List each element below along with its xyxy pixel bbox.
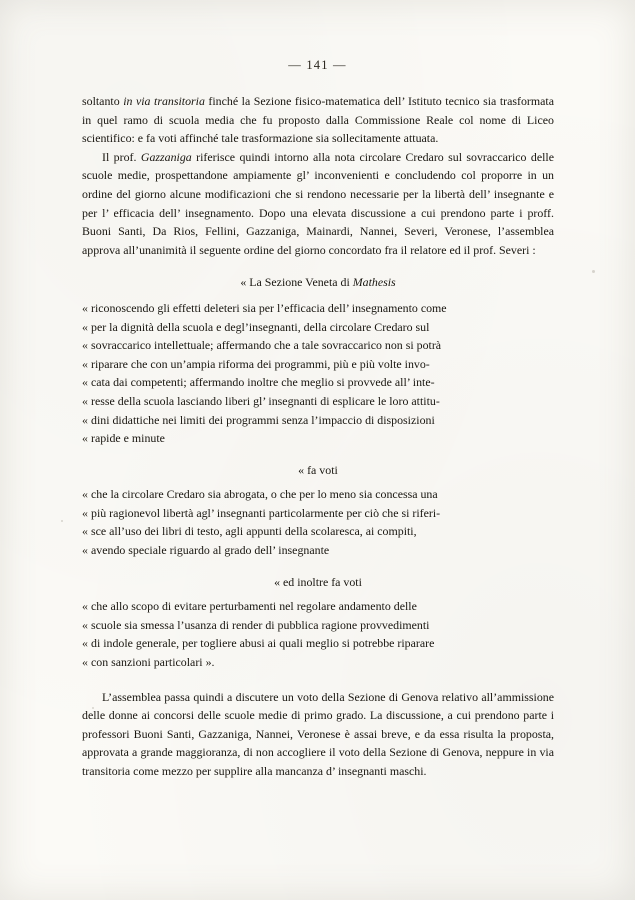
quote1-text-6: dini didattiche nei limiti dei programmi senza l’impaccio di disposizioni (91, 412, 435, 427)
quote-mark: « (82, 431, 88, 446)
quote2-line-0 (82, 485, 554, 504)
quote-mark: « (82, 319, 88, 334)
quote3-line-3 (82, 653, 554, 672)
para1-run-1-italic: in via transitoria (123, 94, 205, 108)
quote-mark: « (82, 338, 88, 353)
quote3-line-2 (82, 634, 554, 653)
quote2-text-0: che la circolare Credaro sia abrogata, o che per lo meno sia concessa una (91, 487, 438, 502)
quote1-text-1: per la dignità della scuola e degl’insegnanti, della circolare Credaro sul (91, 319, 430, 334)
quote-mark: « (82, 300, 88, 315)
para1-run-0: soltanto (82, 94, 124, 108)
quote3-text-2: di indole generale, per togliere abusi ai quali meglio si potrebbe riparare (91, 636, 435, 651)
quote-mark: « (82, 505, 88, 520)
quote2-line-3 (82, 541, 554, 560)
quote-mark: « (82, 356, 88, 371)
quote2-line-2 (82, 522, 554, 541)
page-number: — 141 — (288, 58, 347, 72)
scan-speck (592, 270, 595, 273)
quote2-text-2: sce all’uso dei libri di testo, agli appunti della scolaresca, ai compiti, (91, 524, 417, 539)
quote1-text-2: sovraccarico intellettuale; affermando che a tale sovraccarico non si potrà (91, 338, 442, 353)
quote1-line-7 (82, 429, 554, 448)
quote1-text-3: riparare che con un’ampia riforma dei programmi, più e più volte invo- (91, 356, 430, 371)
block-spacer (82, 672, 554, 688)
quote-mark: « (82, 524, 88, 539)
heading1-run-1-italic: Mathesis (352, 275, 396, 290)
quote1-line-5 (82, 392, 554, 411)
quote-mark: « (82, 412, 88, 427)
paragraph-2 (82, 148, 554, 260)
quote1-line-4 (82, 373, 554, 392)
quote-mark: « (82, 655, 88, 670)
heading-sezione-veneta (82, 273, 554, 292)
para2-run-0: Il prof. (102, 149, 141, 164)
quote3-line-1 (82, 616, 554, 635)
heading-ed-inoltre-fa-voti: « ed inoltre fa voti (274, 574, 362, 589)
quote2-text-3: avendo speciale riguardo al grado dell’ insegnante (91, 543, 330, 558)
quote-mark: « (82, 636, 88, 651)
quote1-line-1 (82, 318, 554, 337)
quote-mark: « (82, 543, 88, 558)
page-textblock (82, 92, 554, 781)
quote1-text-7: rapide e minute (91, 431, 165, 446)
para3-run-0: L’assemblea passa quindi a discutere un voto della Sezione di Genova relativo all’ammissione delle donne ai concorsi delle scuole medie di primo grado. La discussione, a cui prendono parte i professori Buoni Santi, Gazzaniga, Nannei, Veronese è assai breve, e da essa risulta la proposta, approvata a grande maggioranza, di non accogliere il voto della Sezione di Genova, neppure in via transitoria come mezzo per supplire alla mancanza d’ insegnanti maschi. (82, 689, 554, 778)
quote-mark: « (82, 375, 88, 390)
heading1-quote-mark: « (240, 275, 247, 290)
paragraph-1 (82, 92, 554, 148)
heading-fa-voti: « fa voti (298, 462, 338, 477)
quote1-line-6 (82, 411, 554, 430)
quote1-line-2 (82, 336, 554, 355)
quote3-text-0: che allo scopo di evitare perturbamenti nel regolare andamento delle (91, 599, 417, 614)
heading1-run-0: La Sezione Veneta di (249, 275, 353, 290)
paragraph-3 (82, 688, 554, 781)
quote-mark: « (82, 599, 88, 614)
quote-mark: « (82, 487, 88, 502)
para2-run-2: riferisce quindi intorno alla nota circolare Credaro sul sovraccarico delle scuole medie, prospettandone ampiamente gl’ inconvenienti e concludendo col proporre in un ordine del giorno alcune modificazioni che si rendono necessarie per la libertà dell’ insegnante e per l’ efficacia dell’ insegnamento. Dopo una elevata discussione a cui prendono parte i proff. Buoni Santi, Da Rios, Fellini, Gazzaniga, Mainardi, Nannei, Severi, Veronese, l’assemblea approva all’unanimità il seguente ordine del giorno concordato fra il relatore ed il prof. Severi : (82, 149, 554, 257)
quote1-line-3 (82, 355, 554, 374)
quote2-text-1: più ragionevol libertà agl’ insegnanti particolarmente per ciò che si riferi- (91, 505, 441, 520)
quote3-text-1: scuole sia smessa l’usanza di render di pubblica ragione provvedimenti (91, 617, 430, 632)
para1-run-2: finché la Sezione fisico-matematica dell’ Istituto tecnico sia trasformata in quel ramo di scuola media che fu proposto dalla Commissione Reale col nome di Liceo scientifico: e fa voti affinché tale trasformazione sia sollecitamente attuata. (82, 94, 554, 146)
quote-block-3 (82, 597, 554, 671)
quote2-line-1 (82, 504, 554, 523)
quote1-line-0 (82, 299, 554, 318)
quote1-text-5: resse della scuola lasciando liberi gl’ insegnanti di esplicare le loro attitu- (91, 393, 440, 408)
scan-speck (61, 520, 63, 522)
quote-block-1 (82, 299, 554, 448)
quote3-text-3: con sanzioni particolari ». (91, 655, 215, 670)
quote3-line-0 (82, 597, 554, 616)
quote1-text-0: riconoscendo gli effetti deleteri sia per l’efficacia dell’ insegnamento come (91, 300, 447, 315)
quote-mark: « (82, 617, 88, 632)
quote1-text-4: cata dai competenti; affermando inoltre che meglio si provvede all’ inte- (91, 375, 435, 390)
quote-mark: « (82, 393, 88, 408)
quote-block-2 (82, 485, 554, 559)
para2-run-1-italic: Gazzaniga (140, 149, 192, 164)
